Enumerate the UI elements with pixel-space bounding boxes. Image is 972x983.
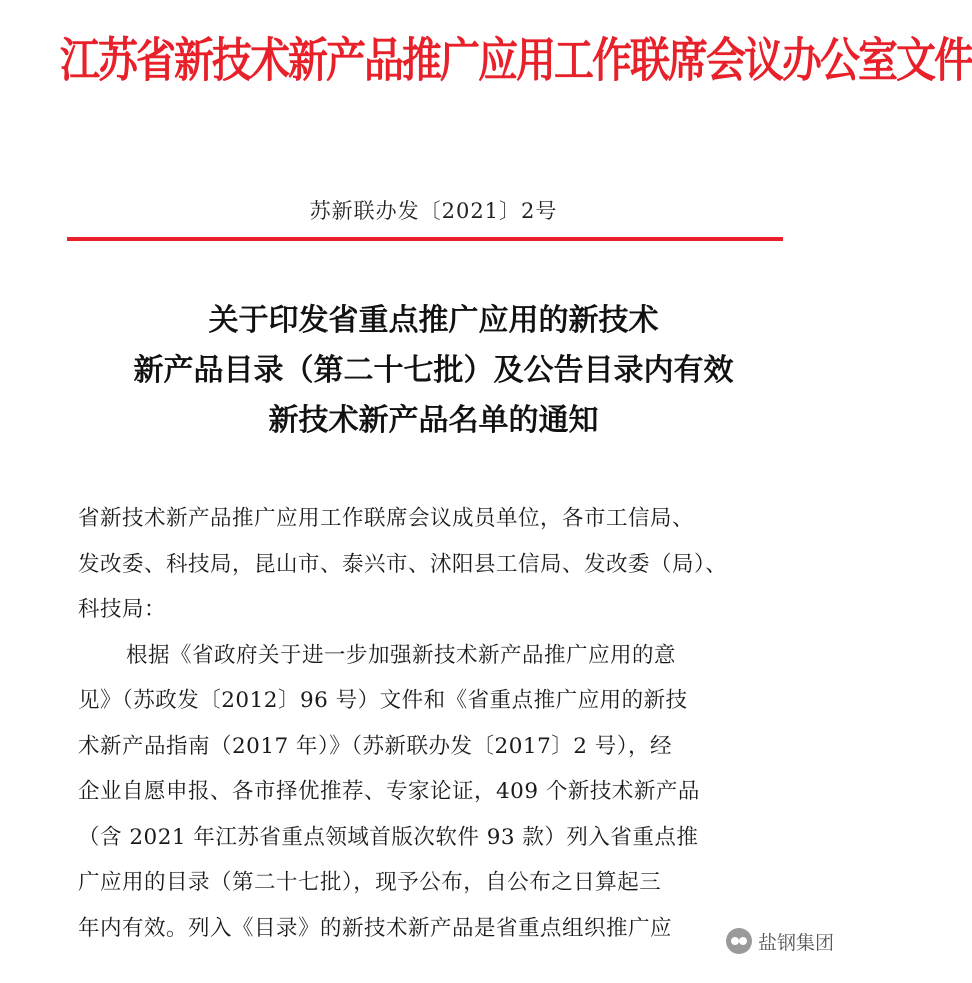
wechat-icon (726, 928, 752, 954)
document-title (40, 296, 827, 446)
title-line: 新技术新产品名单的通知 (268, 403, 599, 438)
document-body (78, 496, 790, 951)
watermark-text: 盐钢集团 (758, 931, 835, 954)
paragraph-line: 企业自愿申报、各市择优推荐、专家论证，409 个新技术新产品 (78, 779, 700, 804)
masthead-org-title: 江苏省新技术新产品推广应用工作联席会议办公室文件 (60, 33, 972, 89)
account-watermark (720, 924, 840, 958)
paragraph-line: 广应用的目录（第二十七批），现予公布，自公布之日算起三 (78, 870, 662, 895)
document-number: 苏新联办发〔2021〕2号 (309, 199, 558, 223)
paragraph-line: 年内有效。列入《目录》的新技术新产品是省重点组织推广应 (78, 915, 673, 941)
paragraph-line: 见》（苏政发〔2012〕96 号）文件和《省重点推广应用的新技 (78, 688, 688, 713)
addressee-line: 科技局： (78, 597, 167, 622)
red-divider-rule (67, 237, 783, 241)
paragraph-line: 根据《省政府关于进一步加强新技术新产品推广应用的意 (126, 642, 677, 668)
paragraph-line: （含 2021 年江苏省重点领域首版次软件 93 款）列入省重点推 (78, 824, 699, 850)
addressee-line: 省新技术新产品推广应用工作联席会议成员单位，各市工信局、 (78, 506, 695, 531)
title-line: 关于印发省重点推广应用的新技术 (208, 303, 659, 338)
addressee-line: 发改委、科技局，昆山市、泰兴市、沭阳县工信局、发改委（局）、 (78, 551, 728, 577)
paragraph-line: 术新产品指南（2017 年）》（苏新联办发〔2017〕2 号），经 (78, 733, 673, 759)
title-line: 新产品目录（第二十七批）及公告目录内有效 (133, 353, 734, 388)
